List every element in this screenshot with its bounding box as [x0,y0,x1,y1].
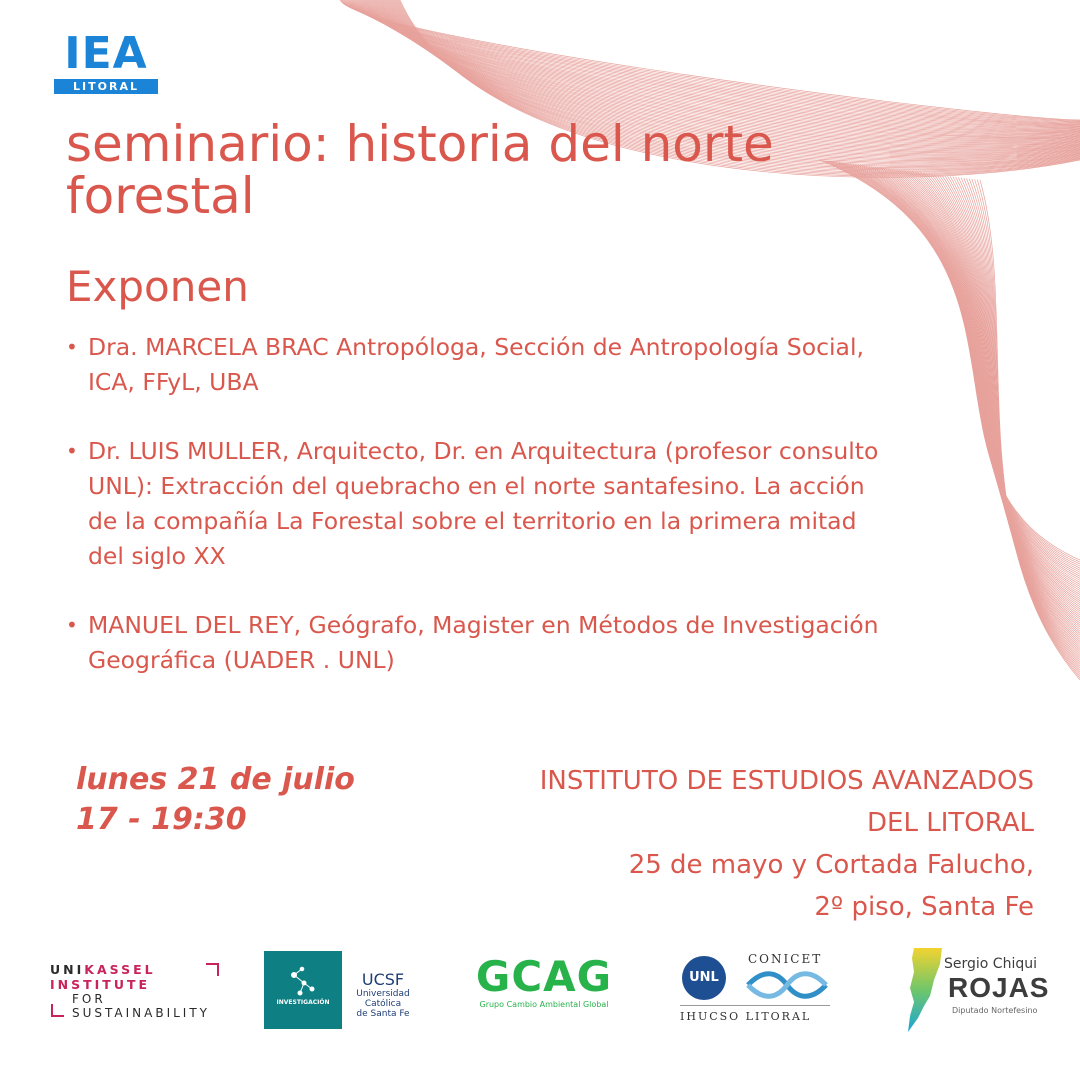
ucsf-logo [264,951,424,1029]
unl-seal: UNL [682,956,726,1000]
venue-line-3: 25 de mayo y Cortada Falucho, [628,850,1034,880]
bullet-icon: • [66,335,78,359]
for-text: FOR [72,992,106,1006]
santa-fe-map-icon [900,946,944,1034]
speaker-text: Dra. MARCELA BRAC Antropóloga, Sección de Antropología Social, ICA, FFyL, UBA [88,333,864,396]
conicet-wave-icon [742,968,832,1002]
ucsf-acronym: UCSF [361,970,405,989]
gcag-name: GCAG [475,952,613,1001]
conicet-divider [680,1005,830,1006]
rojas-last-name: ROJAS [948,972,1050,1003]
kassel-text: KASSEL [84,962,156,977]
speaker-item [66,608,896,678]
unl-conicet-logo [680,948,832,1032]
venue-line-2: DEL LITORAL [867,808,1034,838]
speaker-item [66,434,896,574]
event-time: 17 - 19:30 [76,802,247,837]
speaker-text: MANUEL DEL REY, Geógrafo, Magister en Métodos de Investigación Geográfica (UADER . UNL) [88,611,879,674]
event-datetime [76,760,355,840]
gcag-subtitle: Grupo Cambio Ambiental Global [479,1000,609,1009]
venue-line-1: INSTITUTO DE ESTUDIOS AVANZADOS [539,766,1034,796]
speakers-list [66,330,896,712]
institute-text: INSTITUTE [50,977,151,992]
ucsf-name [344,971,422,1019]
ihucso-litoral-text: IHUCSO LITORAL [680,1010,812,1023]
investigacion-label: INVESTIGACIÓN [276,999,330,1006]
event-date: lunes 21 de julio [76,762,355,797]
iea-litoral-logo [54,28,158,94]
investigacion-badge [264,951,342,1029]
speakers-heading: Exponen [66,262,249,311]
ucsf-line-2: de Santa Fe [356,1009,410,1019]
sustainability-text: SUSTAINABILITY [72,1006,211,1020]
sponsor-logos [0,940,1080,1040]
conicet-name: CONICET [748,952,823,966]
network-icon [264,955,342,1001]
iea-logo-band: LITORAL [54,79,158,94]
rojas-role: Diputado Nortefesino [952,1006,1038,1015]
rojas-first-name: Sergio Chiqui [944,956,1037,972]
seminar-title: seminario: historia del norte forestal [66,115,774,225]
bullet-icon: • [66,613,78,637]
gcag-logo [464,954,624,1024]
iea-logo-word: IEA [64,28,148,79]
event-venue [434,760,1034,928]
venue-line-4: 2º piso, Santa Fe [814,892,1034,922]
bullet-icon: • [66,439,78,463]
speaker-item [66,330,896,400]
speaker-text: Dr. LUIS MULLER, Arquitecto, Dr. en Arquitectura (profesor consulto UNL): Extracción del quebracho en el norte santafesino. La acción de la compañía La Forestal sobre el territorio en la primera mitad del siglo XX [88,437,879,570]
uni-text: UNI [50,962,85,977]
ucsf-line-1: Universidad Católica [356,989,410,1009]
rojas-logo [900,944,1050,1034]
unikassel-logo [50,960,230,1020]
